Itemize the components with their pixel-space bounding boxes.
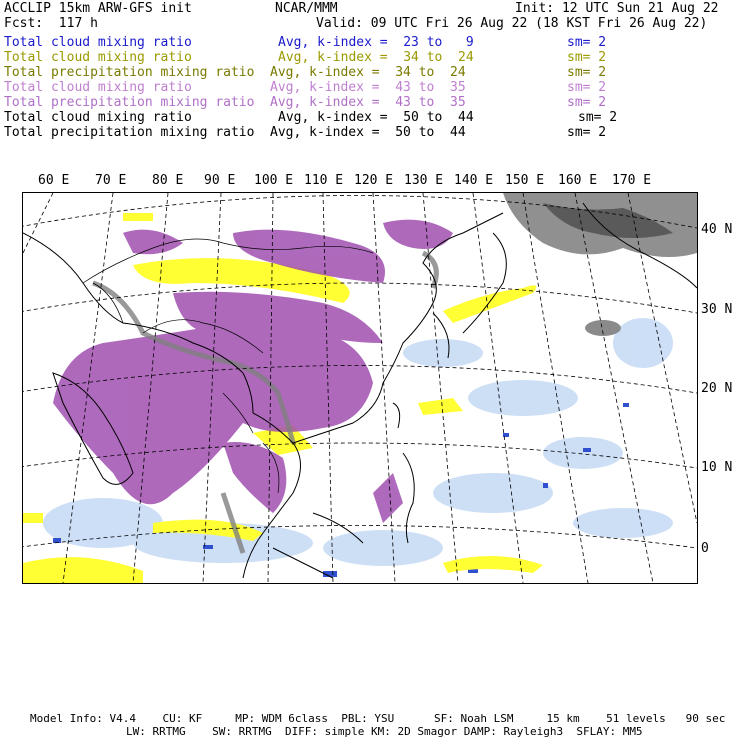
lon-label: 150 E [505, 173, 545, 188]
legend-label: Total precipitation mixing ratio [4, 125, 255, 140]
legend-label: Total cloud mixing ratio [4, 110, 192, 125]
legend-sm: sm= 2 [567, 65, 607, 80]
lat-label: 0 [701, 541, 709, 556]
lat-label: 40 N [701, 222, 733, 237]
lon-label: 160 E [558, 173, 598, 188]
lon-label: 100 E [254, 173, 294, 188]
title-left: ACCLIP 15km ARW-GFS init [4, 1, 192, 16]
legend-label: Total cloud mixing ratio [4, 35, 192, 50]
lat-label: 30 N [701, 302, 733, 317]
lon-label: 80 E [152, 173, 184, 188]
legend-avg: Avg, k-index = 34 to 24 [278, 50, 474, 65]
init-time: Init: 12 UTC Sun 21 Aug 22 [515, 1, 719, 16]
lat-label: 20 N [701, 381, 733, 396]
legend-avg: Avg, k-index = 23 to 9 [278, 35, 474, 50]
dark-cloud-mass [503, 193, 697, 336]
legend-avg: Avg, k-index = 50 to 44 [278, 110, 474, 125]
legend-label: Total cloud mixing ratio [4, 50, 192, 65]
lon-label: 130 E [404, 173, 444, 188]
lon-label: 70 E [95, 173, 127, 188]
lon-label: 140 E [454, 173, 494, 188]
legend-avg: Avg, k-index = 43 to 35 [270, 80, 466, 95]
legend-avg: Avg, k-index = 34 to 24 [270, 65, 466, 80]
lon-label: 60 E [38, 173, 70, 188]
lat-label: 10 N [701, 460, 733, 475]
model-info-line1: Model Info: V4.4 CU: KF MP: WDM 6class PBL: YSU SF: Noah LSM 15 km 51 levels 90 sec [30, 712, 726, 725]
legend-label: Total precipitation mixing ratio [4, 95, 255, 110]
legend-label: Total cloud mixing ratio [4, 80, 192, 95]
valid-time: Valid: 09 UTC Fri 26 Aug 22 (18 KST Fri 26 Aug 22) [316, 16, 708, 31]
legend-avg: Avg, k-index = 43 to 35 [270, 95, 466, 110]
lon-label: 170 E [612, 173, 652, 188]
legend-avg: Avg, k-index = 50 to 44 [270, 125, 466, 140]
title-center: NCAR/MMM [275, 1, 338, 16]
legend-sm: sm= 2 [567, 50, 607, 65]
legend-sm: sm= 2 [567, 35, 607, 50]
legend-sm: sm= 2 [567, 125, 607, 140]
forecast-hour: Fcst: 117 h [4, 16, 98, 31]
lon-label: 110 E [304, 173, 344, 188]
legend-label: Total precipitation mixing ratio [4, 65, 255, 80]
legend-sm: sm= 2 [578, 110, 618, 125]
forecast-map [22, 192, 698, 584]
map-canvas [23, 193, 697, 583]
lon-label: 120 E [354, 173, 394, 188]
legend-sm: sm= 2 [567, 95, 607, 110]
legend-sm: sm= 2 [567, 80, 607, 95]
lon-label: 90 E [204, 173, 236, 188]
model-info-line2: LW: RRTMG SW: RRTMG DIFF: simple KM: 2D Smagor DAMP: Rayleigh3 SFLAY: MM5 [126, 725, 643, 738]
